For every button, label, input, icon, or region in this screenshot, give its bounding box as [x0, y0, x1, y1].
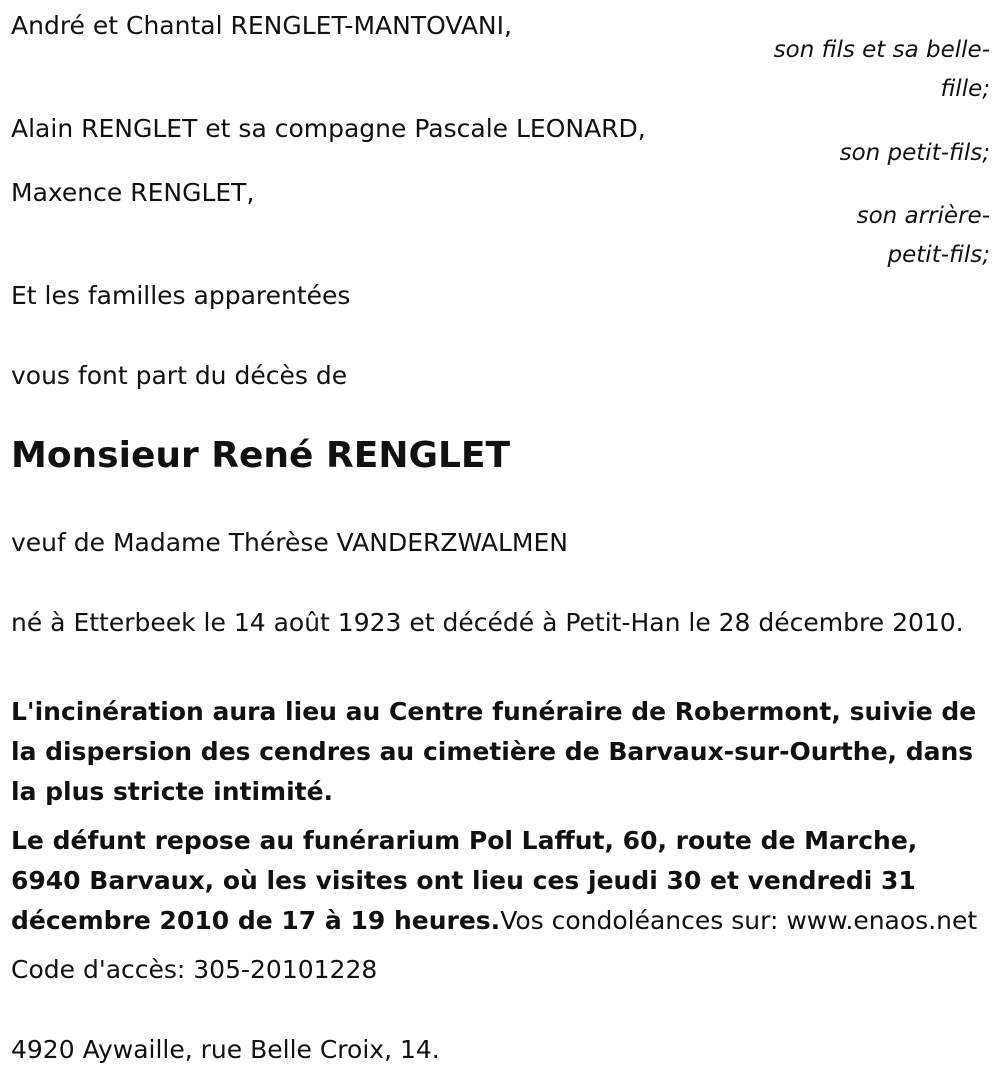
deceased-name-heading: Monsieur René RENGLET	[11, 435, 511, 476]
repose-notice-paragraph	[11, 821, 991, 941]
announcement-intro: vous font part du décès de	[11, 361, 348, 390]
related-families: Et les familles apparentées	[11, 281, 351, 310]
family-member-alain: Alain RENGLET et sa compagne Pascale LEONARD,	[11, 114, 646, 143]
family-member-maxence: Maxence RENGLET,	[11, 178, 255, 207]
repose-notice: Le défunt repose au funérarium Pol Laffut, 60, route de Marche, 6940 Barvaux, où les visites ont lieu ces jeudi 30 et vendredi 31 décembre 2010 de 17 à 19 heures.	[11, 826, 918, 935]
relation-label-grandson: son petit-fils;	[839, 140, 990, 166]
relation-label-son-daughter-in-law-2: fille;	[940, 76, 990, 102]
address-line: 4920 Aywaille, rue Belle Croix, 14.	[11, 1035, 440, 1064]
relation-label-great-grandson-1: son arrière-	[856, 203, 990, 229]
widow-of-line: veuf de Madame Thérèse VANDERZWALMEN	[11, 528, 568, 557]
condolences-link-text: Vos condoléances sur: www.enaos.net	[500, 906, 978, 935]
birth-death-dates: né à Etterbeek le 14 août 1923 et décédé à Petit-Han le 28 décembre 2010.	[11, 608, 964, 637]
access-code: Code d'accès: 305-20101228	[11, 955, 378, 984]
family-member-andre-chantal: André et Chantal RENGLET-MANTOVANI,	[11, 11, 512, 40]
cremation-notice: L'incinération aura lieu au Centre funéraire de Robermont, suivie de la dispersion des cendres au cimetière de Barvaux-sur-Ourthe, dans la plus stricte intimité.	[11, 697, 977, 806]
relation-label-son-daughter-in-law-1: son fils et sa belle-	[773, 37, 990, 63]
relation-label-great-grandson-2: petit-fils;	[887, 242, 990, 268]
